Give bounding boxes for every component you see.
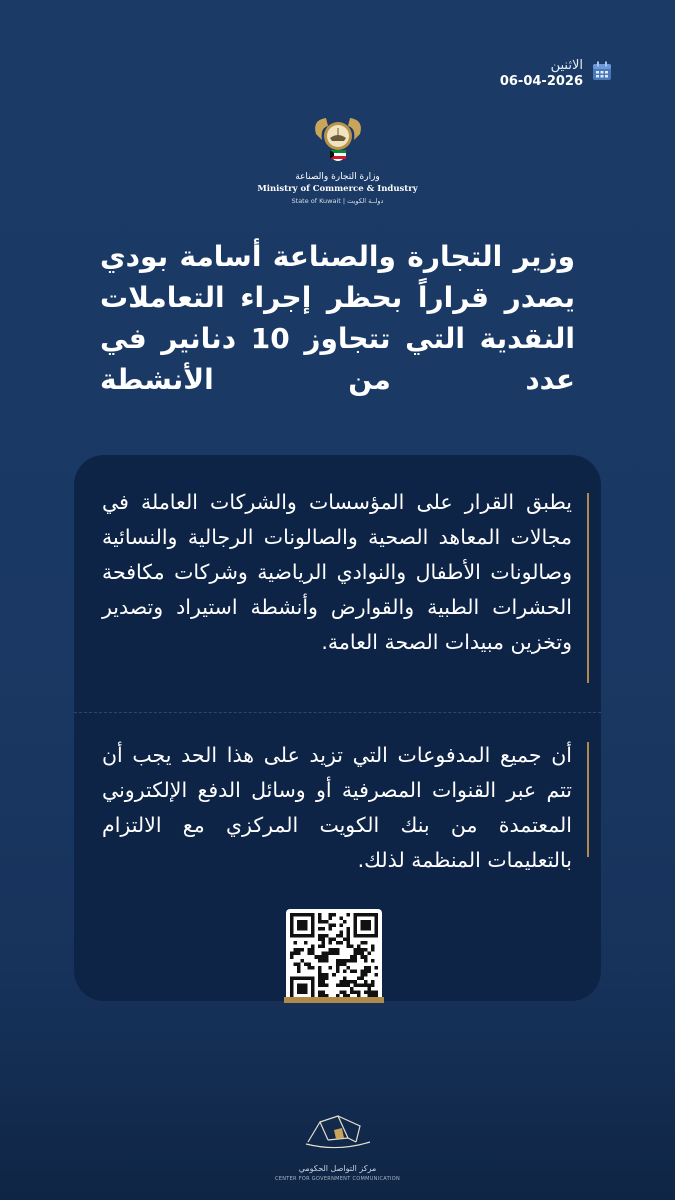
info-card bbox=[74, 455, 601, 1001]
qr-code-image[interactable] bbox=[290, 913, 378, 1001]
date-text bbox=[500, 58, 583, 90]
divider bbox=[74, 712, 601, 713]
date-block bbox=[500, 58, 613, 90]
ministry-name-ar: وزارة التجارة والصناعة bbox=[295, 172, 380, 182]
date-day: الاثنين bbox=[550, 58, 583, 73]
calendar-icon bbox=[591, 60, 613, 82]
footer-name-ar: مركز التواصل الحكومي bbox=[298, 1164, 377, 1173]
kuwait-emblem-logo bbox=[308, 112, 368, 172]
ministry-state: State of Kuwait | دولــة الكويت bbox=[291, 197, 384, 205]
headline: وزير التجارة والصناعة أسامة بودي يصدر قراراً بحظر إجراء التعاملات النقدية التي تتجاوز 10 دنانير في عدد من الأنشطة bbox=[100, 240, 576, 396]
accent-bar bbox=[587, 493, 589, 683]
card-paragraph-2: أن جميع المدفوعات التي تزيد على هذا الحد يجب أن تتم عبر القنوات المصرفية أو وسائل الدفع الإلكتروني المعتمدة من بنك الكويت المركزي مع الالتزام بالتعليمات المنظمة لذلك. bbox=[102, 743, 572, 872]
government-communication-logo bbox=[298, 1112, 378, 1152]
ministry-block bbox=[0, 171, 675, 207]
footer-name-en: CENTER FOR GOVERNMENT COMMUNICATION bbox=[274, 1176, 401, 1182]
qr-code[interactable] bbox=[286, 909, 382, 1001]
card-paragraph-1: يطبق القرار على المؤسسات والشركات العاملة في مجالات المعاهد الصحية والصالونات الرجالية والنسائية وصالونات الأطفال والنوادي الرياضية وشركات مكافحة الحشرات الطبية والقوارض وأنشطة استيراد وتصدير وتخزين مبيدات الصحة العامة. bbox=[102, 490, 572, 654]
date-value: 06-04-2026 bbox=[499, 74, 583, 89]
qr-gold-underline bbox=[284, 997, 384, 1003]
ministry-name-en: Ministry of Commerce & Industry bbox=[257, 184, 418, 194]
accent-bar bbox=[587, 742, 589, 857]
